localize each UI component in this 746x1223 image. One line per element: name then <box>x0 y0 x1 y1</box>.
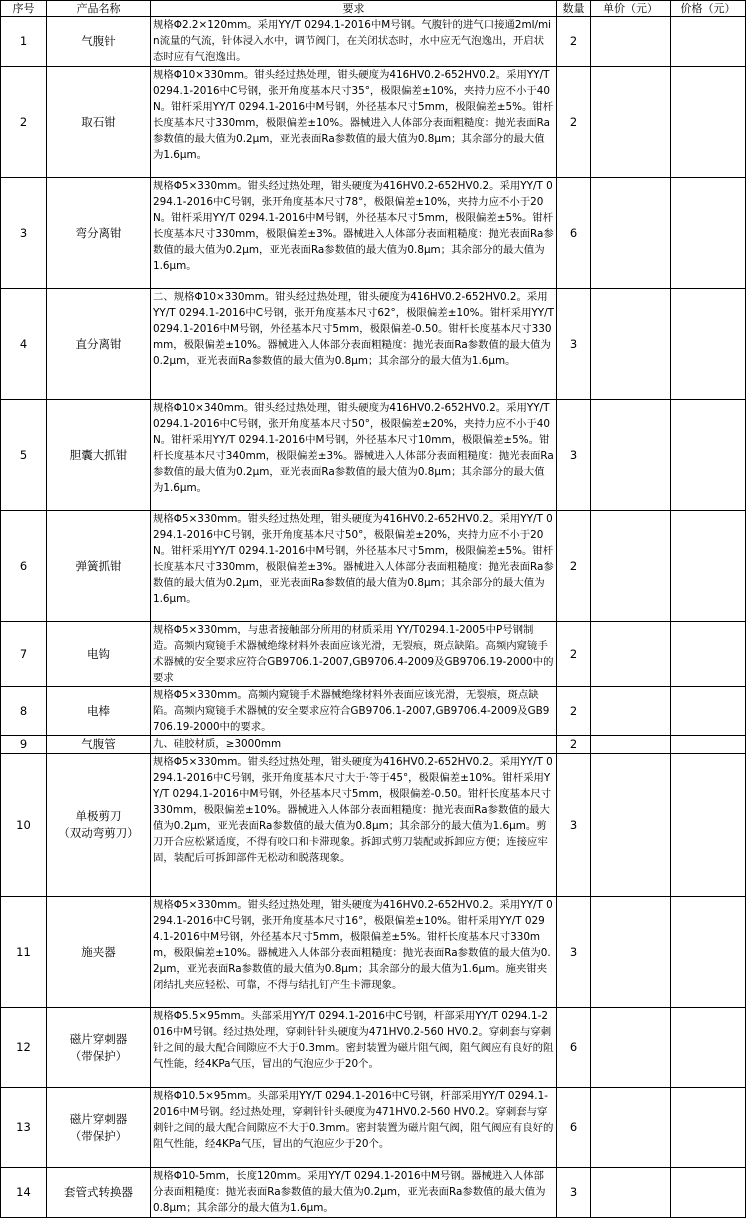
quantity-cell: 3 <box>557 1168 591 1218</box>
product-name-cell <box>47 754 151 897</box>
table-row <box>1 17 746 67</box>
unit-price-cell[interactable] <box>591 17 671 67</box>
product-name: （带保护） <box>69 1128 128 1143</box>
product-name: 胆囊大抓钳 <box>69 447 128 462</box>
quantity-cell: 6 <box>557 1008 591 1088</box>
quantity-cell: 3 <box>557 897 591 1008</box>
unit-price-cell[interactable] <box>591 178 671 289</box>
requirement-text: 规格Φ10.5×95mm。头部采用YY/T 0294.1-2016中C号钢，杆部采用YY/T 0294.1-2016中M号钢。经过热处理，穿刺针针头硬度为471HV0.2-560 HV0.2。穿刺套与穿刺针之间的最大配合间隙应不大于0.3mm。密封装置为磁片阻气阀，阻气阀应有良好的阻气性能，经4KPa气压，冒出的气泡应少于20个。 <box>151 1088 557 1168</box>
product-name: 弹簧抓钳 <box>75 558 122 573</box>
price-cell[interactable] <box>671 178 746 289</box>
unit-price-cell[interactable] <box>591 622 671 687</box>
product-name: 磁片穿刺器 <box>69 1111 128 1126</box>
price-cell[interactable] <box>671 1008 746 1088</box>
price-cell[interactable] <box>671 1088 746 1168</box>
product-name: 直分离钳 <box>75 336 122 351</box>
row-index: 13 <box>1 1088 47 1168</box>
price-cell[interactable] <box>671 67 746 178</box>
product-name-cell <box>47 289 151 400</box>
price-cell[interactable] <box>671 1168 746 1218</box>
table-row <box>1 622 746 687</box>
product-name-cell <box>47 687 151 736</box>
row-index: 4 <box>1 289 47 400</box>
row-index: 11 <box>1 897 47 1008</box>
quantity-cell: 2 <box>557 736 591 754</box>
quantity-cell: 2 <box>557 17 591 67</box>
quantity-cell: 6 <box>557 178 591 289</box>
table-row <box>1 1008 746 1088</box>
requirement-text: 规格Φ5×330mm。钳头经过热处理，钳头硬度为416HV0.2-652HV0.2。采用YY/T 0294.1-2016中C号钢，张开角度基本尺寸16°，极限偏差±10%。钳杆采用YY/T 0294.1-2016中M号钢，外径基本尺寸5mm，极限偏差±5%。钳杆长度基本尺寸330mm，极限偏差±10%。器械进入人体部分表面粗糙度：抛光表面Ra参数值的最大值为0.2μm，亚光表面Ra参数值的最大值为0.8μm；其余部分的最大值为1.6μm。施夹钳夹闭结扎夹应轻松、可靠，不得与结扎钉产生卡滞现象。 <box>151 897 557 1008</box>
product-name-cell <box>47 67 151 178</box>
table-row <box>1 400 746 511</box>
product-name-cell <box>47 736 151 754</box>
product-name: （带保护） <box>69 1048 128 1063</box>
header-index: 序号 <box>1 1 47 17</box>
price-cell[interactable] <box>671 400 746 511</box>
price-cell[interactable] <box>671 736 746 754</box>
requirement-text: 规格Φ5×330mm，与患者接触部分所用的材质采用 YY/T0294.1-2005中P号钢制造。高频内窥镜手术器械绝缘材料外表面应该光滑，无裂痕，斑点缺陷。高频内窥镜手术器械的安全要求应符合GB9706.1-2007,GB9706.4-2009及GB9706.19-2000中的要求 <box>151 622 557 687</box>
table-row <box>1 754 746 897</box>
requirement-text: 规格Φ5.5×95mm。头部采用YY/T 0294.1-2016中C号钢，杆部采用YY/T 0294.1-2016中M号钢。经过热处理，穿刺针针头硬度为471HV0.2-560 HV0.2。穿刺套与穿刺针之间的最大配合间隙应不大于0.3mm。密封装置为磁片阻气阀，阻气阀应有良好的阻气性能，经4KPa气压，冒出的气泡应少于20个。 <box>151 1008 557 1088</box>
unit-price-cell[interactable] <box>591 1088 671 1168</box>
price-cell[interactable] <box>671 17 746 67</box>
product-name: 弯分离钳 <box>75 225 122 240</box>
table-row <box>1 1168 746 1218</box>
product-name: （双动弯剪刀） <box>58 826 139 840</box>
requirement-text: 九、硅胶材质，≥3000mm <box>151 736 557 754</box>
row-index: 3 <box>1 178 47 289</box>
product-name-cell <box>47 622 151 687</box>
product-name: 电棒 <box>87 703 110 718</box>
header-requirement: 要求 <box>151 1 557 17</box>
unit-price-cell[interactable] <box>591 67 671 178</box>
product-name: 气腹管 <box>81 737 116 751</box>
unit-price-cell[interactable] <box>591 754 671 897</box>
table-row <box>1 178 746 289</box>
table-row <box>1 67 746 178</box>
table-row <box>1 289 746 400</box>
product-name-cell <box>47 17 151 67</box>
quantity-cell: 2 <box>557 687 591 736</box>
row-index: 10 <box>1 754 47 897</box>
product-name: 气腹针 <box>81 34 116 48</box>
price-cell[interactable] <box>671 897 746 1008</box>
product-name: 取石钳 <box>81 114 116 129</box>
requirement-text: 规格Φ10×330mm。钳头经过热处理，钳头硬度为416HV0.2-652HV0.2。采用YY/T 0294.1-2016中C号钢，张开角度基本尺寸35°，极限偏差±10%，夹持力应不小于40N。钳杆采用YY/T 0294.1-2016中M号钢，外径基本尺寸5mm，极限偏差±5%。钳杆长度基本尺寸330mm，极限偏差±10%。器械进入人体部分表面粗糙度：抛光表面Ra参数值的最大值为0.2μm，亚光表面Ra参数值的最大值为0.8μm；其余部分的最大值为1.6μm。 <box>151 67 557 178</box>
product-name-cell <box>47 511 151 622</box>
row-index: 6 <box>1 511 47 622</box>
table-row <box>1 1088 746 1168</box>
header-row <box>1 1 746 17</box>
unit-price-cell[interactable] <box>591 511 671 622</box>
product-name-cell <box>47 1008 151 1088</box>
product-name: 电钩 <box>87 646 110 661</box>
product-name-cell <box>47 400 151 511</box>
header-unit-price: 单价（元） <box>591 1 671 17</box>
unit-price-cell[interactable] <box>591 736 671 754</box>
product-name: 套管式转换器 <box>64 1185 133 1199</box>
price-cell[interactable] <box>671 754 746 897</box>
price-cell[interactable] <box>671 622 746 687</box>
quantity-cell: 3 <box>557 289 591 400</box>
unit-price-cell[interactable] <box>591 1168 671 1218</box>
table-row <box>1 897 746 1008</box>
product-name-cell <box>47 1168 151 1218</box>
quantity-cell: 2 <box>557 511 591 622</box>
requirement-text: 规格Φ5×330mm。钳头经过热处理，钳头硬度为416HV0.2-652HV0.2。采用YY/T 0294.1-2016中C号钢，张开角度基本尺寸50°，极限偏差±20%，夹持力应不小于20N。钳杆采用YY/T 0294.1-2016中M号钢，外径基本尺寸5mm，极限偏差±5%。钳杆长度基本尺寸330mm，极限偏差±3%。器械进入人体部分表面粗糙度：抛光表面Ra参数值的最大值为0.2μm，亚光表面Ra参数值的最大值为0.8μm；其余部分的最大值为1.6μm。 <box>151 511 557 622</box>
product-name-cell <box>47 897 151 1008</box>
unit-price-cell[interactable] <box>591 897 671 1008</box>
quantity-cell: 3 <box>557 754 591 897</box>
requirement-text: 规格Φ2.2×120mm。采用YY/T 0294.1-2016中M号钢。气腹针的进气口接通2ml/min流量的气流，针体浸入水中，调节阀门，在关闭状态时，水中应无气泡逸出，开启状态时应有气泡逸出。 <box>151 17 557 67</box>
requirement-text: 规格Φ10-5mm，长度120mm。采用YY/T 0294.1-2016中M号钢。器械进入人体部分表面粗糙度：抛光表面Ra参数值的最大值为0.2μm，亚光表面Ra参数值的最大值为0.8μm；其余部分的最大值为1.6μm。 <box>151 1168 557 1218</box>
price-cell[interactable] <box>671 511 746 622</box>
product-name: 磁片穿刺器 <box>69 1031 128 1046</box>
row-index: 1 <box>1 17 47 67</box>
product-name: 单极剪刀 <box>75 809 122 823</box>
header-product-name: 产品名称 <box>47 1 151 17</box>
table-row <box>1 511 746 622</box>
product-name-cell <box>47 178 151 289</box>
product-name-cell <box>47 1088 151 1168</box>
unit-price-cell[interactable] <box>591 1008 671 1088</box>
unit-price-cell[interactable] <box>591 400 671 511</box>
quantity-cell: 6 <box>557 1088 591 1168</box>
product-name: 施夹器 <box>81 944 116 959</box>
header-quantity: 数量 <box>557 1 591 17</box>
requirement-text: 规格Φ10×340mm。钳头经过热处理，钳头硬度为416HV0.2-652HV0.2。采用YY/T 0294.1-2016中C号钢，张开角度基本尺寸50°，极限偏差±20%，夹持力应不小于40N。钳杆采用YY/T 0294.1-2016中M号钢，外径基本尺寸10mm，极限偏差±5%。钳杆长度基本尺寸340mm，极限偏差±3%。器械进入人体部分表面粗糙度：抛光表面Ra参数值的最大值为0.2μm，亚光表面Ra参数值的最大值为0.8μm；其余部分的最大值为1.6μm。 <box>151 400 557 511</box>
table-row <box>1 736 746 754</box>
price-cell[interactable] <box>671 289 746 400</box>
row-index: 9 <box>1 736 47 754</box>
requirement-text: 规格Φ5×330mm。钳头经过热处理，钳头硬度为416HV0.2-652HV0.2。采用YY/T 0294.1-2016中C号钢，张开角度基本尺寸大于·等于45°，极限偏差±10%。钳杆采用YY/T 0294.1-2016中M号钢，外径基本尺寸5mm，极限偏差-0.50。钳杆长度基本尺寸330mm，极限偏差±10%。器械进入人体部分表面粗糙度：抛光表面Ra参数值的最大值为0.2μm，亚光表面Ra参数值的最大值为0.8μm；其余部分的最大值为1.6μm。剪刀开合应松紧适度，不得有咬口和卡滞现象。拆卸式剪刀装配或拆卸应方便；连接应牢固，装配后可拆卸部件无松动和脱落现象。 <box>151 754 557 897</box>
table-row <box>1 687 746 736</box>
row-index: 14 <box>1 1168 47 1218</box>
price-cell[interactable] <box>671 687 746 736</box>
unit-price-cell[interactable] <box>591 289 671 400</box>
requirement-text: 二、规格Φ10×330mm。钳头经过热处理，钳头硬度为416HV0.2-652HV0.2。采用YY/T 0294.1-2016中C号钢，张开角度基本尺寸62°，极限偏差±10%。钳杆采用YY/T 0294.1-2016中M号钢，外径基本尺寸5mm，极限偏差-0.50。钳杆长度基本尺寸330mm，极限偏差±10%。器械进入人体部分表面粗糙度：抛光表面Ra参数值的最大值为0.2μm，亚光表面Ra参数值的最大值为0.8μm；其余部分的最大值为1.6μm。 <box>151 289 557 400</box>
header-price: 价格（元） <box>671 1 746 17</box>
unit-price-cell[interactable] <box>591 687 671 736</box>
row-index: 12 <box>1 1008 47 1088</box>
row-index: 5 <box>1 400 47 511</box>
table-body <box>1 17 746 1218</box>
row-index: 2 <box>1 67 47 178</box>
requirement-text: 规格Φ5×330mm。高频内窥镜手术器械绝缘材料外表面应该光滑，无裂痕，斑点缺陷。高频内窥镜手术器械的安全要求应符合GB9706.1-2007,GB9706.4-2009及GB9706.19-2000中的要求。 <box>151 687 557 736</box>
quantity-cell: 2 <box>557 622 591 687</box>
requirement-text: 规格Φ5×330mm。钳头经过热处理，钳头硬度为416HV0.2-652HV0.2。采用YY/T 0294.1-2016中C号钢，张开角度基本尺寸78°，极限偏差±10%，夹持力应不小于20N。钳杆采用YY/T 0294.1-2016中M号钢，外径基本尺寸5mm，极限偏差±5%。钳杆长度基本尺寸330mm，极限偏差±3%。器械进入人体部分表面粗糙度：抛光表面Ra参数值的最大值为0.2μm，亚光表面Ra参数值的最大值为0.8μm；其余部分的最大值为1.6μm。 <box>151 178 557 289</box>
quantity-cell: 2 <box>557 67 591 178</box>
quantity-cell: 3 <box>557 400 591 511</box>
row-index: 7 <box>1 622 47 687</box>
row-index: 8 <box>1 687 47 736</box>
